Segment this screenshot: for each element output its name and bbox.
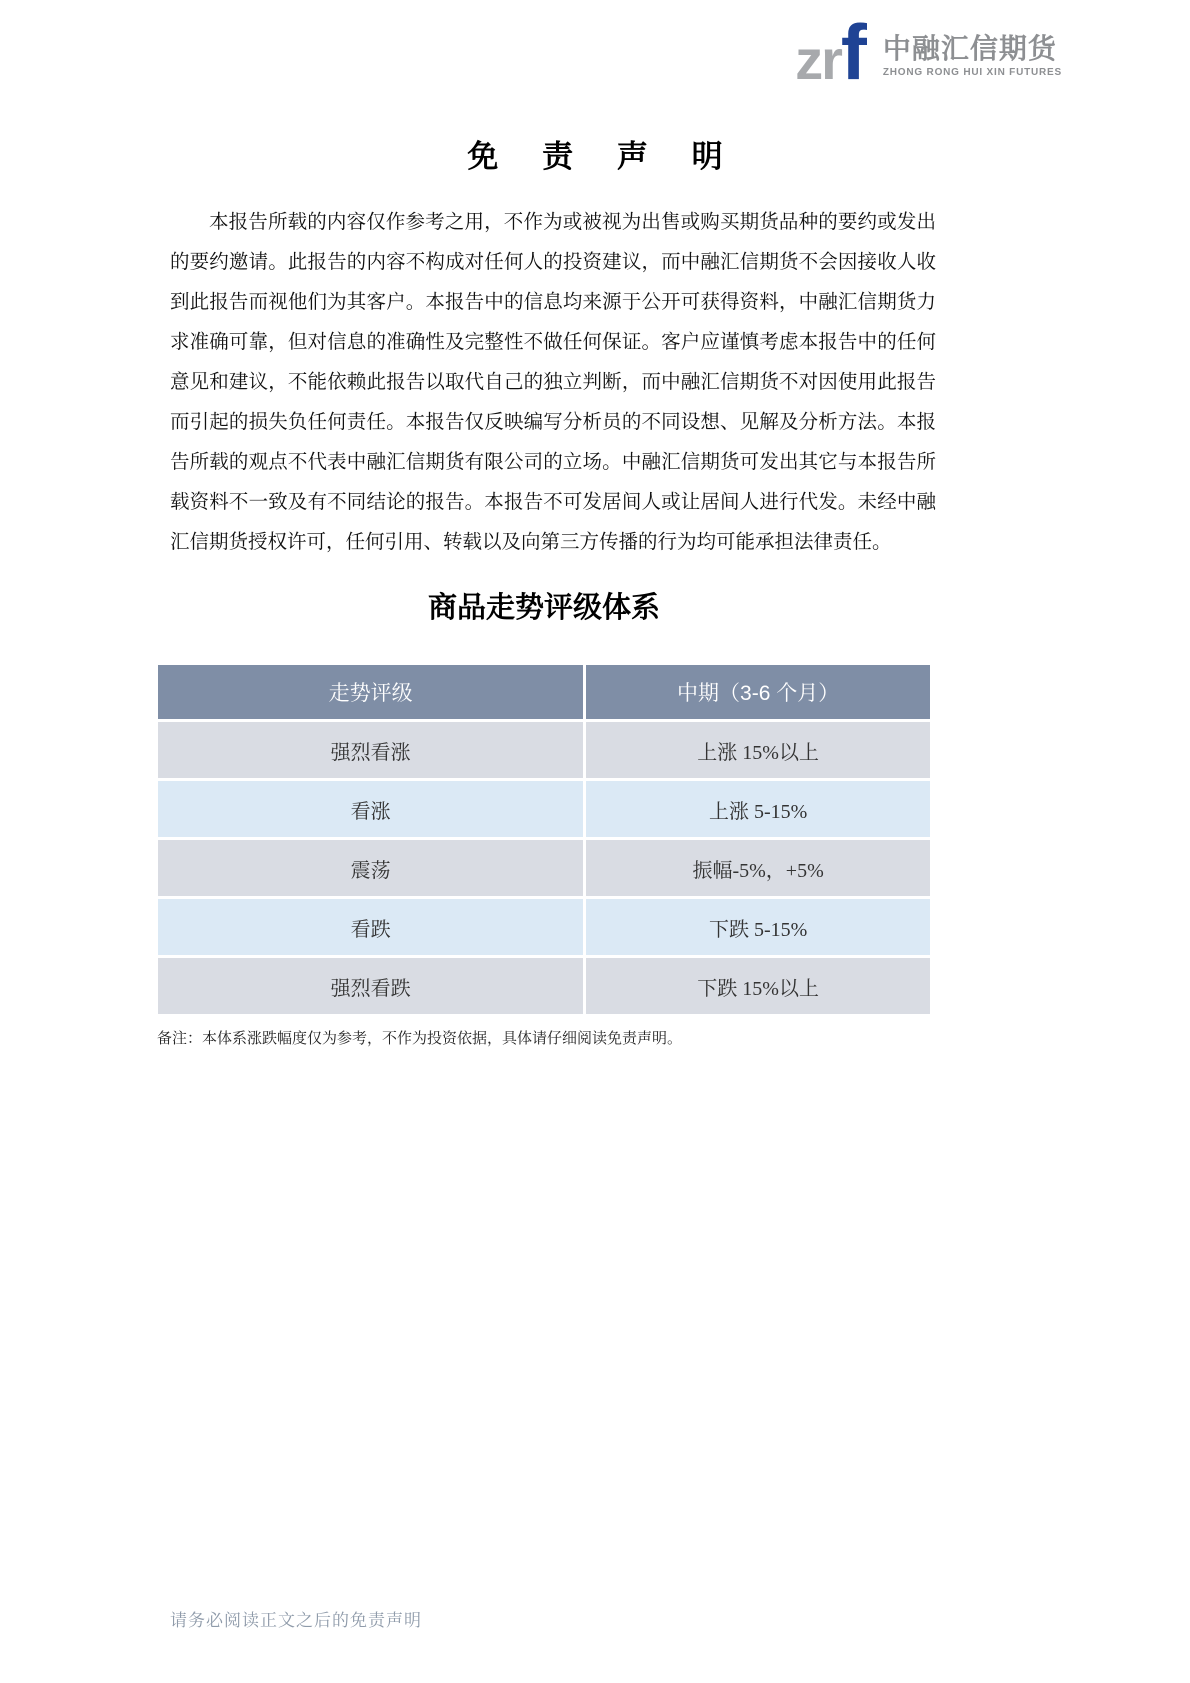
footer-disclaimer-note: 请务必阅读正文之后的免责声明 [170, 1611, 422, 1630]
table-row [158, 840, 930, 896]
page-title: 免 责 声 明 [467, 139, 741, 174]
table-row [158, 781, 930, 837]
logo-letter-f: f [840, 8, 867, 96]
range-cell: 下跌 5-15% [586, 899, 930, 955]
rating-cell: 强烈看涨 [158, 722, 583, 778]
zrf-logo-icon [795, 8, 867, 96]
rating-cell: 看跌 [158, 899, 583, 955]
table-row [158, 722, 930, 778]
company-logo [795, 8, 1062, 96]
range-cell: 振幅-5%，+5% [586, 840, 930, 896]
header-mid-term: 中期（3-6 个月） [586, 665, 930, 719]
rating-cell: 震荡 [158, 840, 583, 896]
disclaimer-paragraph: 本报告所载的内容仅作参考之用，不作为或被视为出售或购买期货品种的要约或发出的要约邀请。此报告的内容不构成对任何人的投资建议，而中融汇信期货不会因接收人收到此报告而视他们为其客户。本报告中的信息均来源于公开可获得资料，中融汇信期货力求准确可靠，但对信息的准确性及完整性不做任何保证。客户应谨慎考虑本报告中的任何意见和建议，不能依赖此报告以取代自己的独立判断，而中融汇信期货不对因使用此报告而引起的损失负任何责任。本报告仅反映编写分析员的不同设想、见解及分析方法。本报告所载的观点不代表中融汇信期货有限公司的立场。中融汇信期货可发出其它与本报告所载资料不一致及有不同结论的报告。本报告不可发居间人或让居间人进行代发。未经中融汇信期货授权许可，任何引用、转载以及向第三方传播的行为均可能承担法律责任。 [170, 212, 936, 553]
rating-table-header-row [158, 665, 930, 719]
company-name-cn: 中融汇信期货 [882, 33, 1057, 65]
table-row [158, 958, 930, 1014]
header-trend-rating: 走势评级 [158, 665, 583, 719]
range-cell: 上涨 5-15% [586, 781, 930, 837]
table-row [158, 899, 930, 955]
rating-system-section [155, 585, 933, 1048]
rating-cell: 强烈看跌 [158, 958, 583, 1014]
logo-letters-zr: zr [795, 28, 841, 91]
company-names [883, 34, 1062, 82]
company-name-en: ZHONG RONG HUI XIN FUTURES [882, 66, 1062, 78]
rating-system-heading: 商品走势评级体系 [427, 592, 660, 624]
range-cell: 上涨 15%以上 [586, 722, 930, 778]
range-cell: 下跌 15%以上 [586, 958, 930, 1014]
rating-cell: 看涨 [158, 781, 583, 837]
table-note: 备注：本体系涨跌幅度仅为参考，不作为投资依据，具体请仔细阅读免责声明。 [157, 1031, 683, 1047]
rating-table [155, 662, 933, 1017]
